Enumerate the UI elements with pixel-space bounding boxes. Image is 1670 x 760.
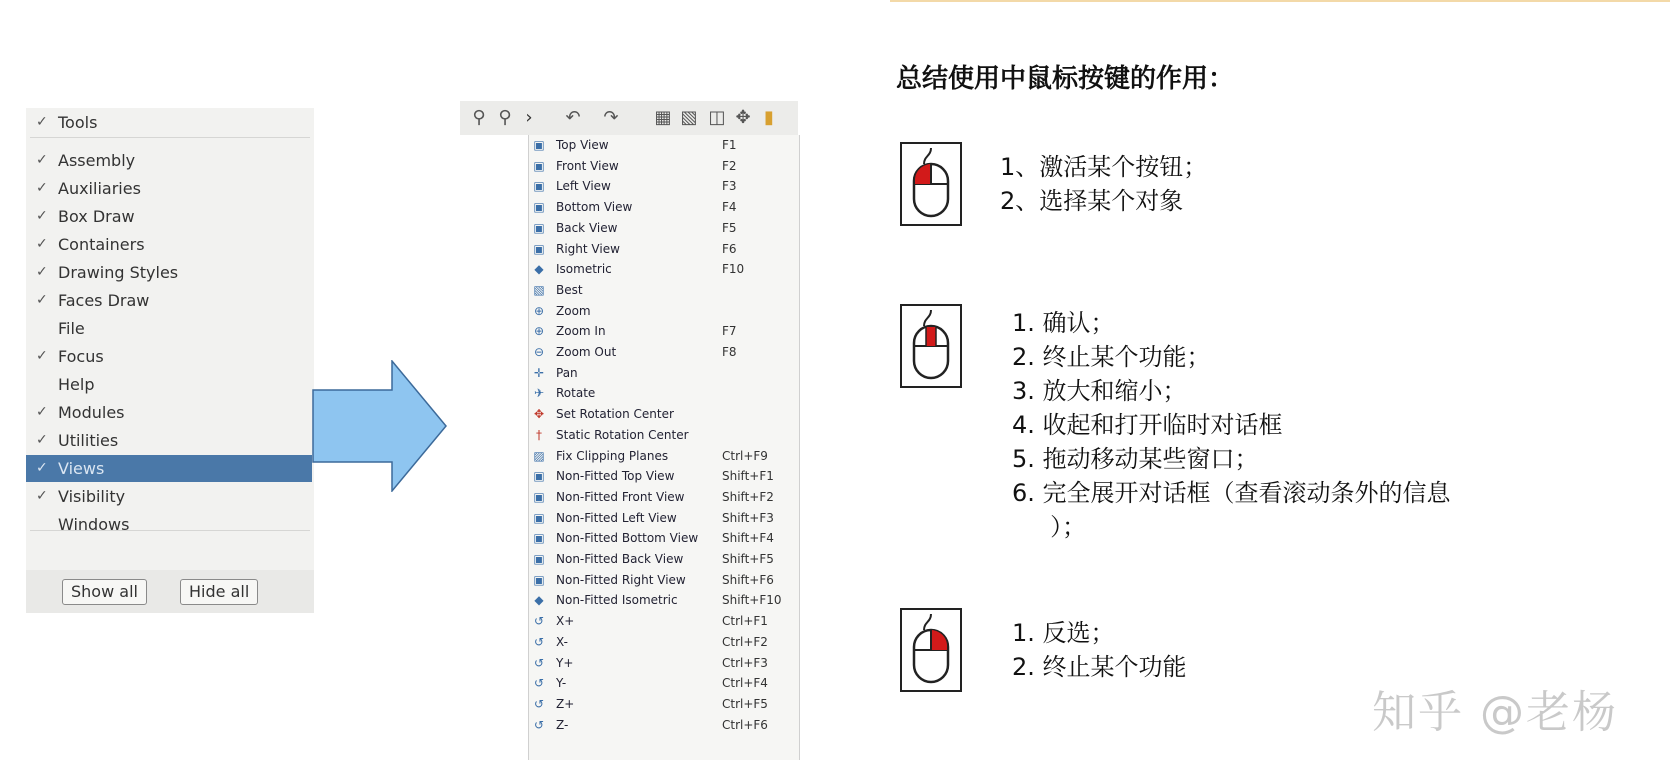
zoom-out-icon: ⊖ bbox=[533, 345, 545, 359]
view-menu-item[interactable] bbox=[529, 404, 799, 425]
check-icon: ✓ bbox=[36, 264, 48, 280]
view-menu-item-shortcut: Shift+F1 bbox=[722, 469, 774, 484]
zoom-icon: ⊕ bbox=[533, 303, 545, 318]
view-menu-item[interactable] bbox=[529, 446, 799, 467]
view-menu-item[interactable] bbox=[529, 135, 799, 156]
middle-button-notes bbox=[1012, 306, 1451, 544]
view-menu-item[interactable] bbox=[529, 508, 799, 529]
left-button-notes bbox=[1000, 150, 1207, 218]
note-line: 2. 终止某个功能； bbox=[1012, 343, 1211, 371]
check-icon: ✓ bbox=[36, 292, 48, 308]
view-menu-item[interactable] bbox=[529, 611, 799, 632]
toolbar-list-item-label: Modules bbox=[58, 403, 125, 422]
note-line: 6. 完全展开对话框（查看滚动条外的信息 bbox=[1012, 479, 1451, 507]
view-menu-item-label: Non-Fitted Left View bbox=[556, 510, 677, 525]
note-line: 1. 确认； bbox=[1012, 309, 1115, 337]
view-menu-item[interactable] bbox=[529, 590, 799, 611]
rotate-axis-icon: ↺ bbox=[533, 696, 545, 711]
view-menu-item-label: Front View bbox=[556, 158, 619, 173]
cube-icon: ▣ bbox=[533, 179, 545, 194]
view-menu-item[interactable] bbox=[529, 425, 799, 446]
toolbar-list-item-label: Help bbox=[58, 375, 95, 394]
zoom-icon[interactable]: ⚲ bbox=[498, 107, 512, 128]
toolbar-list-item[interactable] bbox=[26, 483, 312, 510]
mouse-right-icon bbox=[900, 608, 962, 692]
view-menu-item-label: Z+ bbox=[556, 696, 575, 711]
check-icon: ✓ bbox=[36, 404, 48, 420]
note-line: ）； bbox=[1012, 513, 1087, 541]
toolbar-list-item[interactable] bbox=[26, 147, 312, 174]
view-menu-item[interactable] bbox=[529, 176, 799, 197]
right-button-notes bbox=[1012, 616, 1187, 684]
zoom-in-icon: ⊕ bbox=[533, 324, 545, 339]
toolbar-list-item-label: Faces Draw bbox=[58, 291, 150, 310]
toolbar-list-item[interactable] bbox=[26, 287, 312, 314]
watermark: 知乎 @老杨 bbox=[1372, 687, 1618, 738]
view-menu-item-shortcut: Shift+F3 bbox=[722, 510, 774, 525]
view-menu-item[interactable] bbox=[529, 156, 799, 177]
view-menu-item-shortcut: Ctrl+F9 bbox=[722, 448, 768, 463]
toolbar-list-item[interactable] bbox=[26, 511, 312, 538]
note-line: 1、激活某个按钮； bbox=[1000, 153, 1208, 181]
check-icon: ✓ bbox=[36, 180, 48, 196]
view-menu-item-label: X- bbox=[556, 634, 568, 649]
view-menu-item[interactable] bbox=[529, 487, 799, 508]
toolbar-list-item[interactable] bbox=[26, 427, 312, 454]
move-icon[interactable]: ✥ bbox=[735, 107, 751, 128]
toolbar-list-item[interactable] bbox=[26, 231, 312, 258]
toolbar-list-item[interactable] bbox=[26, 455, 312, 482]
check-icon: ✓ bbox=[36, 152, 48, 168]
view-menu-item-shortcut: Ctrl+F6 bbox=[722, 717, 768, 732]
pan-icon: ✛ bbox=[533, 365, 545, 380]
undo-icon[interactable]: ↶ bbox=[565, 107, 581, 128]
view-menu-item-shortcut: F7 bbox=[722, 324, 737, 339]
check-icon: ✓ bbox=[36, 460, 48, 476]
view-menu-item[interactable] bbox=[529, 549, 799, 570]
view-menu-item-shortcut: F1 bbox=[722, 138, 737, 152]
view-menu-item[interactable] bbox=[529, 715, 799, 736]
view-menu-item-shortcut: Shift+F2 bbox=[722, 489, 774, 504]
view-menu-item-label: Set Rotation Center bbox=[556, 407, 674, 422]
separator bbox=[30, 137, 310, 138]
view-menu-item[interactable] bbox=[529, 342, 799, 363]
rotation-center-icon: ✥ bbox=[533, 407, 545, 422]
cube-icon: ▣ bbox=[533, 469, 545, 484]
check-icon: ✓ bbox=[36, 348, 48, 364]
view-menu-item-label: Non-Fitted Isometric bbox=[556, 593, 678, 608]
rotate-axis-icon: ↺ bbox=[533, 614, 545, 629]
view-menu-item-shortcut: Ctrl+F1 bbox=[722, 614, 768, 629]
cube-icon: ▣ bbox=[533, 510, 545, 525]
view-menu-item[interactable] bbox=[529, 466, 799, 487]
view-menu-item-label: Static Rotation Center bbox=[556, 427, 689, 442]
note-line: 1. 反选； bbox=[1012, 619, 1115, 647]
view-menu-item-shortcut: Ctrl+F5 bbox=[722, 696, 768, 711]
note-line: 2、选择某个对象 bbox=[1000, 187, 1184, 215]
view-menu-item[interactable] bbox=[529, 632, 799, 653]
view-menu-item-label: Right View bbox=[556, 241, 620, 256]
mouse-middle-icon bbox=[900, 304, 962, 388]
toolbar-list-item-label: Box Draw bbox=[58, 207, 135, 226]
toolbar-list-item[interactable] bbox=[26, 315, 312, 342]
note-line: 2. 终止某个功能 bbox=[1012, 653, 1187, 681]
check-icon: ✓ bbox=[36, 432, 48, 448]
view-menu-item-label: Non-Fitted Front View bbox=[556, 489, 685, 504]
view-menu-item[interactable] bbox=[529, 694, 799, 715]
view-menu-item-shortcut: Shift+F4 bbox=[722, 531, 774, 546]
toolbar-list-item[interactable] bbox=[26, 343, 312, 370]
toolbar-list-item[interactable] bbox=[26, 259, 312, 286]
view-menu-item[interactable] bbox=[529, 653, 799, 674]
view-menu-item-label: Y+ bbox=[556, 655, 574, 670]
zoom-fit-icon[interactable]: ⚲ bbox=[472, 107, 486, 128]
folder-icon[interactable]: ▮ bbox=[764, 107, 774, 128]
check-icon: ✓ bbox=[36, 236, 48, 252]
view-menu-item-label: Non-Fitted Right View bbox=[556, 572, 686, 587]
view-menu-item-label: Non-Fitted Back View bbox=[556, 552, 684, 566]
view-menu-item-shortcut: F10 bbox=[722, 262, 745, 277]
toolbar-list-item[interactable] bbox=[26, 109, 312, 136]
view-menu-item-shortcut: Ctrl+F2 bbox=[722, 634, 768, 649]
redo-icon[interactable]: ↷ bbox=[603, 107, 619, 128]
view-menu-item[interactable] bbox=[529, 383, 799, 404]
hide-all-button[interactable]: Hide all bbox=[180, 579, 258, 605]
view-menu-item-shortcut: F8 bbox=[722, 345, 737, 359]
toolbar-visibility-list bbox=[26, 108, 314, 613]
cube-icon: ▣ bbox=[533, 552, 545, 566]
toolbar-list-item[interactable] bbox=[26, 175, 312, 202]
toolbar-list-item-label: Tools bbox=[58, 113, 98, 132]
view-menu-item-label: Back View bbox=[556, 220, 618, 235]
toolbar-list-item-label: Drawing Styles bbox=[58, 263, 179, 282]
view-menu-item-label: Rotate bbox=[556, 386, 596, 401]
cube-icon: ▣ bbox=[533, 531, 545, 546]
view-menu-item-label: Zoom In bbox=[556, 324, 606, 339]
rotate-axis-icon: ↺ bbox=[533, 676, 545, 691]
top-divider-line bbox=[890, 0, 1670, 2]
check-icon: ✓ bbox=[36, 488, 48, 504]
view-menu-item[interactable] bbox=[529, 280, 799, 301]
view-menu-item[interactable] bbox=[529, 528, 799, 549]
view-menu-item[interactable] bbox=[529, 321, 799, 342]
rotate-axis-icon: ↺ bbox=[533, 634, 545, 649]
toolbar-list-item-label: Auxiliaries bbox=[58, 179, 141, 198]
note-line: 4. 收起和打开临时对话框 bbox=[1012, 411, 1283, 439]
view-menu-item-label: X+ bbox=[556, 614, 575, 629]
view-menu-item-shortcut: Shift+F6 bbox=[722, 572, 774, 587]
toolbar-list-item-label: Views bbox=[58, 459, 105, 478]
view-menu-item-label: Zoom Out bbox=[556, 345, 617, 359]
summary-title: 总结使用中鼠标按键的作用： bbox=[896, 64, 1235, 94]
view-menu-item-label: Fix Clipping Planes bbox=[556, 448, 669, 463]
toolbar-list-item-label: Windows bbox=[58, 515, 130, 534]
view-menu-item-label: Pan bbox=[556, 365, 578, 380]
view-menu-item-shortcut: Shift+F5 bbox=[722, 552, 774, 566]
view-menu-item-shortcut: Shift+F10 bbox=[722, 593, 782, 608]
more-icon[interactable]: › bbox=[525, 107, 533, 128]
view-menu-item-label: Non-Fitted Top View bbox=[556, 469, 675, 484]
cube-icon: ▣ bbox=[533, 158, 545, 173]
view-menu-item[interactable] bbox=[529, 239, 799, 260]
isometric-icon: ◆ bbox=[534, 262, 544, 277]
static-rotation-icon: † bbox=[536, 427, 542, 442]
toolbar-list-item[interactable] bbox=[26, 371, 312, 398]
table-icon[interactable]: ▧ bbox=[680, 107, 698, 128]
view-menu-item-label: Z- bbox=[556, 717, 569, 732]
view-menu-item-shortcut: F4 bbox=[722, 200, 737, 215]
view-menu-item-label: Y- bbox=[556, 676, 567, 691]
mouse-left-icon bbox=[900, 142, 962, 226]
view-menu bbox=[528, 135, 800, 760]
view-menu-item[interactable] bbox=[529, 218, 799, 239]
cube-icon: ▣ bbox=[533, 489, 545, 504]
cube-icon: ▣ bbox=[533, 200, 545, 215]
rotate-axis-icon: ↺ bbox=[533, 717, 545, 732]
view-menu-item[interactable] bbox=[529, 363, 799, 384]
show-all-button[interactable]: Show all bbox=[62, 579, 147, 605]
view-menu-item[interactable] bbox=[529, 570, 799, 591]
view-menu-item-label: Isometric bbox=[556, 262, 612, 277]
right-arrow-icon bbox=[312, 360, 448, 492]
view-menu-item-label: Top View bbox=[556, 138, 609, 152]
view-menu-item[interactable] bbox=[529, 197, 799, 218]
view-menu-item-shortcut: F3 bbox=[722, 179, 737, 194]
view-menu-item-label: Left View bbox=[556, 179, 611, 194]
view-menu-item-shortcut: Ctrl+F3 bbox=[722, 655, 768, 670]
view-menu-item[interactable] bbox=[529, 259, 799, 280]
view-menu-item-shortcut: Ctrl+F4 bbox=[722, 676, 768, 691]
trash-icon[interactable]: ◫ bbox=[708, 107, 726, 128]
rotate-axis-icon: ↺ bbox=[533, 655, 545, 670]
rotate-icon: ✈ bbox=[533, 386, 545, 401]
cube-icon: ▣ bbox=[533, 572, 545, 587]
clipping-icon: ▨ bbox=[533, 448, 545, 463]
toolbar-list-item-label: Utilities bbox=[58, 431, 119, 450]
isometric-icon: ◆ bbox=[534, 593, 544, 608]
view-menu-item-label: Best bbox=[556, 282, 583, 297]
grid-icon[interactable]: ▦ bbox=[654, 107, 672, 128]
view-toolbar bbox=[460, 101, 798, 135]
toolbar-list-item-label: Visibility bbox=[58, 487, 126, 506]
toolbar-list-item-label: File bbox=[58, 319, 85, 338]
best-icon: ▧ bbox=[533, 282, 545, 297]
view-menu-item[interactable] bbox=[529, 301, 799, 322]
toolbar-list-item-label: Focus bbox=[58, 347, 104, 366]
view-menu-item-label: Bottom View bbox=[556, 200, 633, 215]
view-menu-item-shortcut: F2 bbox=[722, 158, 737, 173]
toolbar-list-item-label: Containers bbox=[58, 235, 145, 254]
toolbar-list-item[interactable] bbox=[26, 399, 312, 426]
note-line: 3. 放大和缩小； bbox=[1012, 377, 1187, 405]
note-line: 5. 拖动移动某些窗口； bbox=[1012, 445, 1259, 473]
view-menu-item-shortcut: F6 bbox=[722, 241, 737, 256]
cube-icon: ▣ bbox=[533, 241, 545, 256]
view-menu-item-label: Non-Fitted Bottom View bbox=[556, 531, 699, 546]
list-button-bar bbox=[26, 570, 314, 613]
view-menu-item[interactable] bbox=[529, 673, 799, 694]
toolbar-list-item[interactable] bbox=[26, 203, 312, 230]
toolbar-list-item-label: Assembly bbox=[58, 151, 136, 170]
view-menu-item-label: Zoom bbox=[556, 303, 591, 318]
view-menu-item-shortcut: F5 bbox=[722, 220, 737, 235]
cube-icon: ▣ bbox=[533, 138, 545, 152]
cube-icon: ▣ bbox=[533, 220, 545, 235]
check-icon: ✓ bbox=[36, 208, 48, 224]
check-icon: ✓ bbox=[36, 114, 48, 130]
